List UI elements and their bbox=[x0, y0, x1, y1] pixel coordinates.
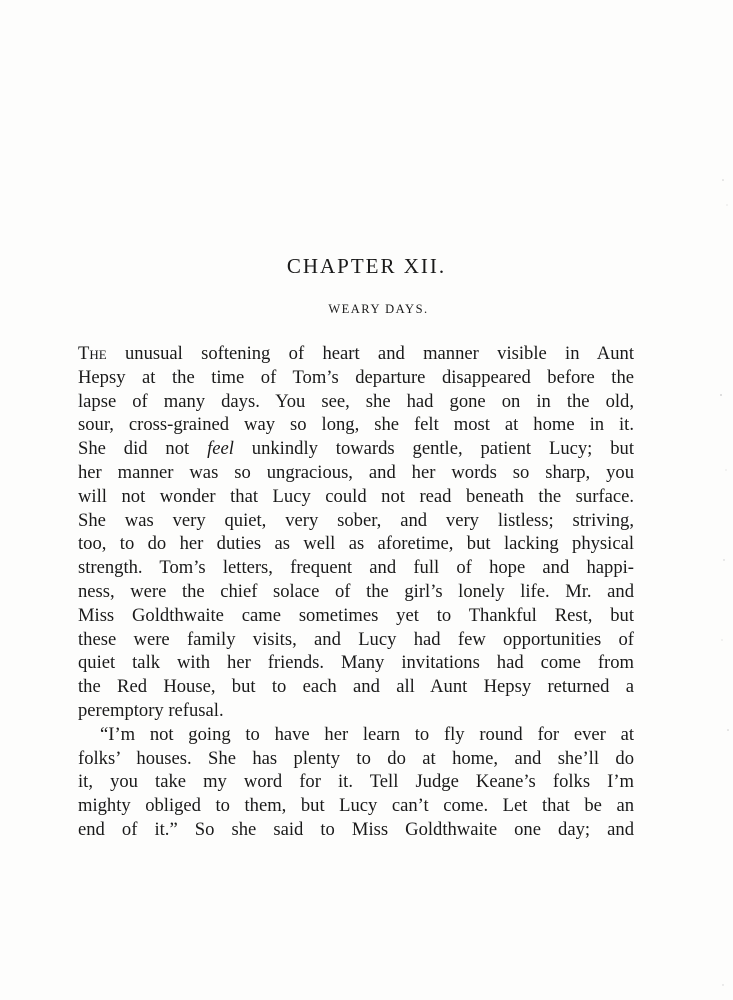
text-line: sour, cross-grained way so long, she felt most at home in it. bbox=[78, 414, 634, 436]
line-text: unusual softening of heart and manner visible in Aunt bbox=[106, 343, 634, 364]
text-line: these were family visits, and Lucy had few opportunities of bbox=[78, 628, 634, 650]
text-line: quiet talk with her friends. Many invitations had come from bbox=[78, 652, 634, 674]
text-line: mighty obliged to them, but Lucy can’t come. Let that be an bbox=[78, 795, 634, 817]
text-line: lapse of many days. You see, she had gone on in the old, bbox=[78, 390, 634, 412]
text-line: will not wonder that Lucy could not read beneath the surface. bbox=[78, 485, 634, 507]
emphasis: feel bbox=[207, 438, 234, 460]
text-line: it, you take my word for it. Tell Judge Keane’s folks I’m bbox=[78, 771, 634, 793]
text-line bbox=[78, 342, 634, 366]
text-line: ness, were the chief solace of the girl’s lonely life. Mr. and bbox=[78, 580, 634, 602]
text-line: Miss Goldthwaite came sometimes yet to Thankful Rest, but bbox=[78, 604, 634, 626]
text-line: peremptory refusal. bbox=[78, 699, 224, 721]
text-line: too, to do her duties as well as aforetime, but lacking physical bbox=[78, 533, 634, 555]
text-line: her manner was so ungracious, and her words so sharp, you bbox=[78, 461, 634, 483]
scan-edge-speckles bbox=[693, 0, 733, 1000]
drop-word: The bbox=[78, 343, 107, 364]
line-text: She did not bbox=[78, 438, 208, 460]
chapter-subtitle: WEARY DAYS. bbox=[328, 302, 429, 316]
text-line: She was very quiet, very sober, and very listless; striving, bbox=[78, 509, 634, 531]
text-line bbox=[78, 437, 634, 461]
text-line: folks’ houses. She has plenty to do at home, and she’ll do bbox=[78, 747, 634, 769]
text-line: strength. Tom’s letters, frequent and full of hope and happi- bbox=[78, 557, 634, 579]
chapter-title: CHAPTER XII. bbox=[286, 254, 447, 278]
text-line: the Red House, but to each and all Aunt Hepsy returned a bbox=[78, 676, 634, 698]
text-line: “I’m not going to have her learn to fly round for ever at bbox=[100, 723, 634, 745]
line-text: unkindly towards gentle, patient Lucy; but bbox=[233, 438, 634, 460]
text-line: Hepsy at the time of Tom’s departure disappeared before the bbox=[78, 366, 634, 388]
text-line: end of it.” So she said to Miss Goldthwaite one day; and bbox=[78, 818, 634, 840]
body-text bbox=[78, 342, 634, 842]
